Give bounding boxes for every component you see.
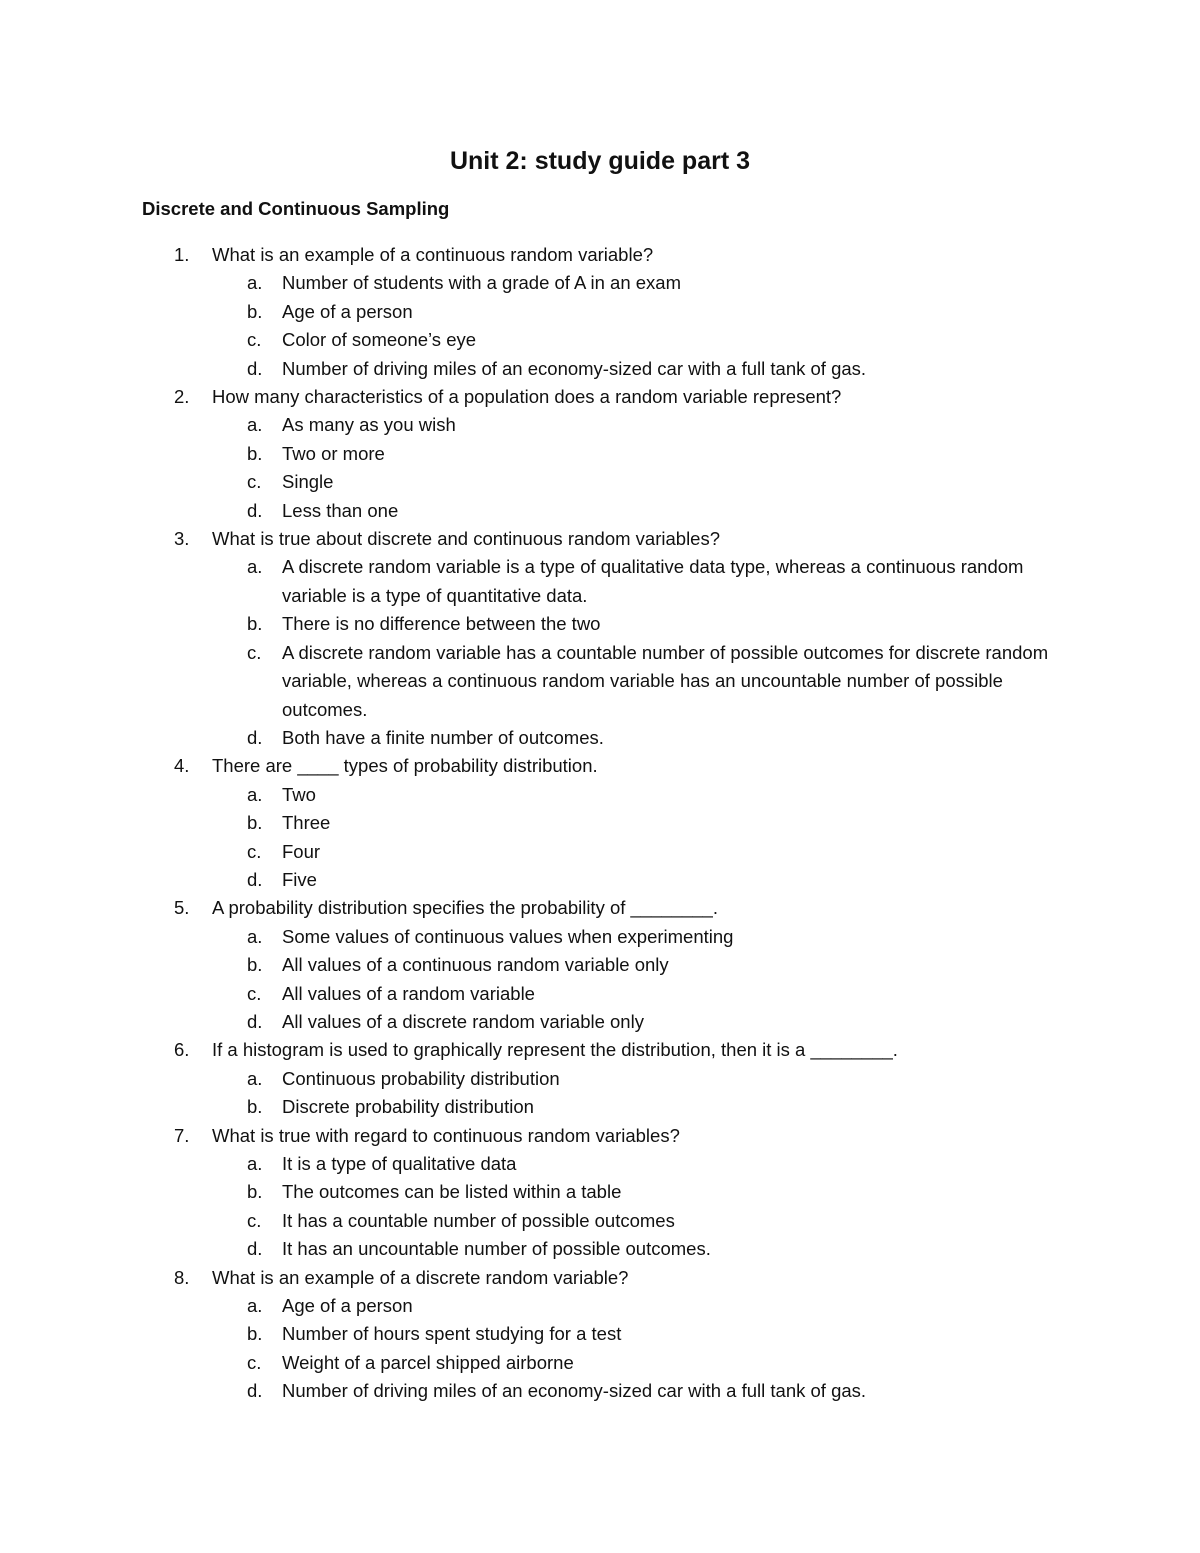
answer-options bbox=[212, 923, 1072, 1037]
option-letter: a. bbox=[247, 414, 263, 436]
answer-options bbox=[212, 1292, 1072, 1406]
answer-option bbox=[212, 553, 1052, 610]
answer-option bbox=[212, 1292, 1052, 1320]
answer-options bbox=[212, 269, 1072, 383]
answer-option bbox=[212, 639, 1052, 724]
answer-option bbox=[212, 1235, 1052, 1263]
answer-option bbox=[212, 923, 1052, 951]
question-item bbox=[0, 383, 1072, 525]
page-title: Unit 2: study guide part 3 bbox=[449, 147, 751, 175]
option-text: Some values of continuous values when experimenting bbox=[282, 925, 734, 947]
answer-option bbox=[212, 1207, 1052, 1235]
option-letter: b. bbox=[247, 613, 263, 635]
option-text: All values of a continuous random variable only bbox=[282, 954, 669, 976]
answer-option bbox=[212, 440, 1052, 468]
answer-option bbox=[212, 326, 1052, 354]
option-letter: b. bbox=[247, 1181, 263, 1203]
option-letter: d. bbox=[247, 726, 263, 748]
question-item bbox=[0, 1036, 1072, 1121]
option-letter: d. bbox=[247, 357, 263, 379]
option-text: Color of someone’s eye bbox=[282, 329, 477, 351]
option-text: Number of driving miles of an economy-sized car with a full tank of gas. bbox=[282, 357, 867, 379]
answer-option bbox=[212, 724, 1052, 752]
option-letter: d. bbox=[247, 1238, 263, 1260]
answer-option bbox=[212, 838, 1052, 866]
answer-option bbox=[212, 781, 1052, 809]
answer-option bbox=[212, 866, 1052, 894]
option-text: A discrete random variable is a type of qualitative data type, whereas a continuous random variable is a type of quantitative data. bbox=[282, 556, 1024, 606]
option-letter: a. bbox=[247, 1295, 263, 1317]
answer-option bbox=[212, 355, 1052, 383]
option-letter: a. bbox=[247, 1153, 263, 1174]
question-item bbox=[0, 894, 1072, 1036]
answer-option bbox=[212, 951, 1052, 979]
answer-option bbox=[212, 1065, 1052, 1093]
option-text: Weight of a parcel shipped airborne bbox=[282, 1351, 574, 1373]
answer-options bbox=[212, 781, 1072, 895]
question-number: 8. bbox=[174, 1266, 190, 1288]
option-text: Less than one bbox=[282, 499, 399, 521]
option-letter: c. bbox=[247, 329, 262, 351]
question-item bbox=[0, 1122, 1072, 1264]
option-text: Age of a person bbox=[282, 1295, 413, 1317]
section-heading: Discrete and Continuous Sampling bbox=[142, 198, 450, 219]
option-text: Four bbox=[282, 840, 321, 862]
option-text: It has an uncountable number of possible outcomes. bbox=[282, 1238, 711, 1260]
option-text: Both have a finite number of outcomes. bbox=[282, 726, 604, 748]
question-text: What is true with regard to continuous random variables? bbox=[212, 1124, 680, 1146]
answer-option bbox=[212, 1377, 1052, 1405]
option-letter: b. bbox=[247, 300, 263, 322]
question-number: 1. bbox=[174, 244, 190, 265]
question-list bbox=[0, 241, 1200, 1406]
option-text: All values of a random variable bbox=[282, 982, 535, 1004]
answer-option bbox=[212, 1008, 1052, 1036]
option-letter: d. bbox=[247, 1010, 263, 1032]
option-letter: b. bbox=[247, 442, 263, 464]
question-text: If a histogram is used to graphically represent the distribution, then it is a ________. bbox=[212, 1039, 898, 1061]
question-item bbox=[0, 752, 1072, 894]
option-letter: d. bbox=[247, 868, 263, 890]
question-item bbox=[0, 525, 1072, 752]
answer-option bbox=[212, 1320, 1052, 1348]
option-text: All values of a discrete random variable only bbox=[282, 1010, 644, 1032]
option-letter: c. bbox=[247, 1209, 262, 1231]
option-text: Number of students with a grade of A in an exam bbox=[282, 272, 682, 294]
option-letter: b. bbox=[247, 954, 263, 976]
option-text: It has a countable number of possible outcomes bbox=[282, 1209, 675, 1231]
answer-options bbox=[212, 411, 1072, 525]
answer-options bbox=[212, 553, 1072, 752]
option-text: Number of driving miles of an economy-sized car with a full tank of gas. bbox=[282, 1380, 867, 1402]
option-text: As many as you wish bbox=[282, 414, 456, 436]
option-text: Two bbox=[282, 783, 316, 805]
answer-option bbox=[212, 298, 1052, 326]
answer-option bbox=[212, 1349, 1052, 1377]
answer-option bbox=[212, 1093, 1052, 1121]
question-text: How many characteristics of a population does a random variable represent? bbox=[212, 386, 842, 408]
answer-options bbox=[212, 1150, 1072, 1264]
option-letter: c. bbox=[247, 982, 262, 1004]
option-text: Age of a person bbox=[282, 300, 413, 322]
question-text: There are ____ types of probability distribution. bbox=[212, 755, 598, 777]
question-number: 2. bbox=[174, 386, 190, 408]
option-letter: b. bbox=[247, 1323, 263, 1345]
option-text: There is no difference between the two bbox=[282, 613, 601, 635]
option-letter: a. bbox=[247, 925, 263, 947]
answer-options bbox=[212, 1065, 1072, 1122]
answer-option bbox=[212, 980, 1052, 1008]
option-letter: c. bbox=[247, 840, 262, 862]
answer-option bbox=[212, 610, 1052, 638]
question-text: What is an example of a continuous random variable? bbox=[212, 244, 654, 265]
option-letter: a. bbox=[247, 272, 263, 294]
option-letter: d. bbox=[247, 1380, 263, 1402]
option-text: Number of hours spent studying for a test bbox=[282, 1323, 622, 1345]
question-text: What is true about discrete and continuous random variables? bbox=[212, 528, 721, 550]
option-text: Five bbox=[282, 868, 317, 890]
option-letter: b. bbox=[247, 812, 263, 834]
option-text: The outcomes can be listed within a table bbox=[282, 1181, 622, 1203]
question-number: 4. bbox=[174, 755, 190, 777]
answer-option bbox=[212, 468, 1052, 496]
option-text: Three bbox=[282, 812, 331, 834]
answer-option bbox=[212, 809, 1052, 837]
option-letter: b. bbox=[247, 1096, 263, 1118]
question-text: A probability distribution specifies the probability of ________. bbox=[212, 897, 718, 919]
option-text: Continuous probability distribution bbox=[282, 1067, 560, 1089]
question-number: 5. bbox=[174, 897, 190, 919]
question-number: 7. bbox=[174, 1124, 190, 1146]
answer-option bbox=[212, 269, 1052, 297]
option-letter: c. bbox=[247, 641, 262, 663]
option-letter: d. bbox=[247, 499, 263, 521]
question-item bbox=[0, 1264, 1072, 1406]
question-text: What is an example of a discrete random variable? bbox=[212, 1266, 629, 1288]
option-letter: a. bbox=[247, 1067, 263, 1089]
option-text: Two or more bbox=[282, 442, 385, 464]
question-item bbox=[0, 241, 1072, 383]
option-text: Discrete probability distribution bbox=[282, 1096, 534, 1118]
question-number: 3. bbox=[174, 528, 190, 550]
answer-option bbox=[212, 1178, 1052, 1206]
option-letter: c. bbox=[247, 1351, 262, 1373]
option-text: A discrete random variable has a countable number of possible outcomes for discrete random variable, whereas a continuous random variable has an uncountable number of possible outcomes. bbox=[282, 641, 1049, 720]
option-letter: a. bbox=[247, 556, 263, 578]
question-number: 6. bbox=[174, 1039, 190, 1061]
answer-option bbox=[212, 411, 1052, 439]
answer-option bbox=[212, 1150, 1052, 1178]
option-text: It is a type of qualitative data bbox=[282, 1153, 517, 1174]
answer-option bbox=[212, 497, 1052, 525]
option-text: Single bbox=[282, 471, 334, 493]
option-letter: a. bbox=[247, 783, 263, 805]
option-letter: c. bbox=[247, 471, 262, 493]
